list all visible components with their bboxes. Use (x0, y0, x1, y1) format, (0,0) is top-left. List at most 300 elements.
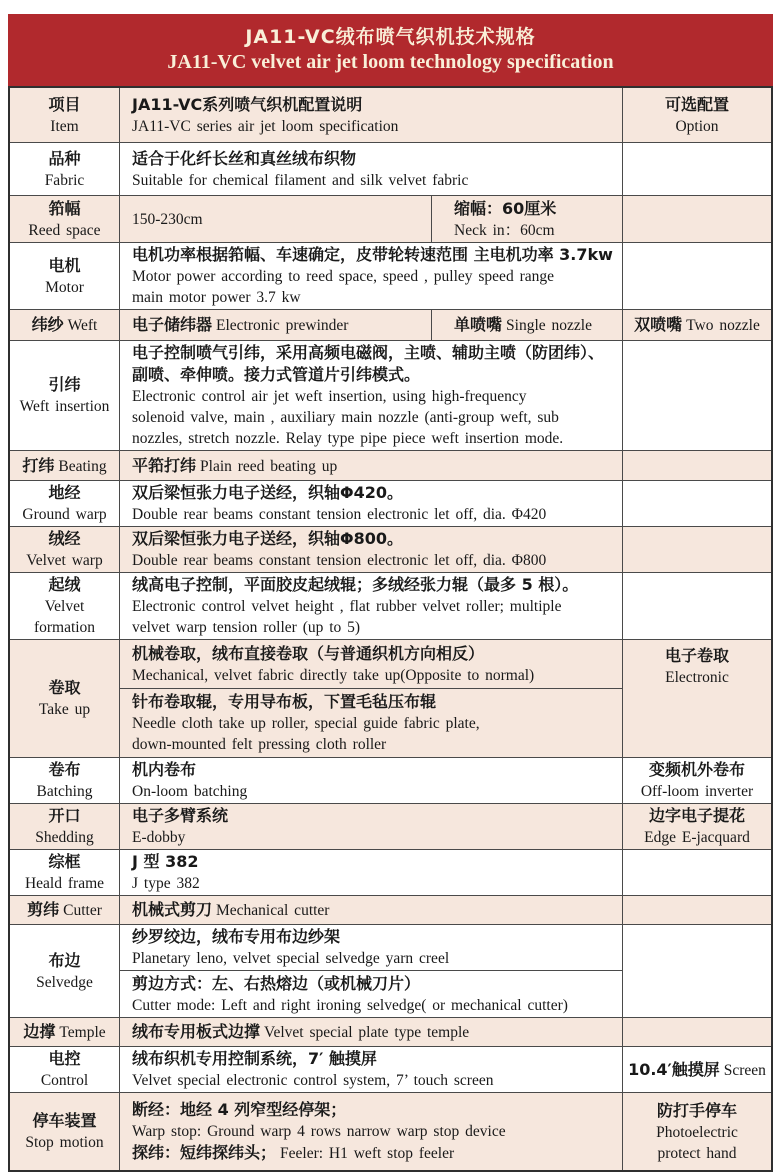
description-split-left (120, 196, 432, 242)
description-text (120, 341, 622, 450)
description-cell (120, 310, 623, 340)
en-text: Item (50, 117, 79, 135)
en-text: Planetary leno, velvet special selvedge yarn creel (132, 950, 450, 967)
description-text (120, 1018, 622, 1046)
description-cell (120, 640, 623, 757)
description-split-right (432, 196, 622, 242)
text-line (48, 950, 80, 972)
zh-text: 探纬：短纬探纬头； (132, 1143, 277, 1162)
description-cell (120, 88, 623, 142)
en-text: Cutter (63, 902, 102, 919)
text-line (20, 396, 110, 417)
en-text: Weft (67, 317, 98, 334)
en-text: E-dobby (132, 829, 186, 846)
zh-text: 卷布 (48, 760, 81, 779)
text-line (39, 699, 90, 720)
en-text: Selvedge (36, 973, 93, 991)
en-text: down-mounted felt pressing cloth roller (132, 736, 387, 753)
option-cell (623, 88, 771, 142)
text-line (35, 827, 94, 848)
text-line (649, 805, 745, 827)
en-text: Electronic prewinder (216, 317, 349, 334)
text-line (132, 428, 616, 449)
text-line (48, 805, 80, 827)
description-cell (120, 341, 623, 450)
zh-text: 绒布专用板式边撑 (132, 1022, 261, 1041)
text-line (132, 926, 616, 948)
zh-text: 适合于化纤长丝和真丝绒布织物 (132, 148, 357, 168)
en-text: main motor power 3.7 kw (132, 289, 301, 306)
text-line (132, 550, 616, 571)
option-cell (623, 896, 771, 924)
text-line (48, 374, 80, 396)
description-cell (120, 896, 623, 924)
zh-text: 剪边方式：左、右热熔边（或机械刀片） (132, 973, 421, 993)
text-line (36, 972, 93, 993)
en-text: Off-loom inverter (640, 783, 754, 800)
text-line (23, 1021, 105, 1043)
spec-table (8, 86, 773, 1172)
text-line (41, 1070, 88, 1091)
text-line (132, 973, 616, 995)
item-cell (10, 896, 120, 924)
text-line (132, 713, 616, 734)
text-line (454, 314, 616, 336)
text-line (22, 504, 106, 525)
text-line (132, 596, 616, 617)
text-line (132, 781, 616, 802)
text-line (45, 277, 84, 298)
en-text: Mechanical, velvet fabric directly take up(Opposite to normal) (132, 666, 535, 684)
text-line (132, 148, 616, 170)
zh-text: 起绒 (48, 575, 81, 594)
zh-text: 绒经 (48, 529, 81, 548)
item-cell (10, 1018, 120, 1046)
text-line (50, 116, 78, 137)
option-cell (623, 451, 771, 480)
text-line (132, 209, 425, 230)
option-cell (623, 310, 771, 340)
zh-text: 停车装置 (32, 1111, 97, 1130)
description-text (120, 88, 622, 142)
text-line (48, 677, 80, 699)
en-text: Photoelectric (656, 1123, 738, 1141)
text-line (132, 995, 616, 1016)
text-line (132, 314, 425, 336)
text-line (665, 645, 729, 667)
en-text: Neck in：60cm (454, 221, 555, 239)
text-line (48, 94, 80, 116)
description-text (120, 1093, 622, 1170)
zh-text: 地经 (48, 483, 81, 502)
option-cell (623, 341, 771, 450)
en-text: Motor power according to reed space, speed , pulley speed range (132, 268, 554, 285)
description-cell (120, 758, 623, 803)
zh-text: 10.4′触摸屏 (628, 1059, 720, 1079)
en-text: Edge E-jacquard (644, 829, 750, 846)
text-line (22, 455, 106, 477)
spec-row (10, 480, 771, 526)
description-cell (120, 1047, 623, 1092)
en-text: Fabric (44, 171, 85, 189)
zh-text: 绒高电子控制，平面胶皮起绒辊；多绒经张力辊（最多 5 根）。 (132, 575, 579, 594)
option-cell (623, 1093, 771, 1170)
en-text: nozzles, stretch nozzle. Relay type pipe piece weft insertion mode. (132, 430, 564, 447)
option-cell (623, 804, 771, 849)
zh-text: 双喷嘴 (634, 315, 683, 334)
text-line (45, 170, 85, 191)
text-line (132, 266, 616, 287)
spec-row (10, 450, 771, 480)
en-text: formation (33, 619, 96, 636)
text-line (132, 94, 616, 116)
description-cell (120, 481, 623, 526)
description-cell (120, 451, 623, 480)
spec-row (10, 1017, 771, 1046)
zh-text: 可选配置 (664, 94, 729, 114)
description-split (120, 310, 622, 340)
item-cell (10, 310, 120, 340)
item-cell (10, 804, 120, 849)
description-cell (120, 804, 623, 849)
text-line (132, 482, 616, 504)
text-line (454, 220, 616, 241)
zh-text: 针布卷取辊，专用导布板，下置毛毡压布辊 (132, 692, 437, 711)
text-line (28, 220, 100, 241)
en-text: Two nozzle (686, 317, 760, 334)
en-text: J type 382 (132, 875, 200, 892)
text-line (656, 1122, 738, 1143)
text-line (48, 574, 80, 596)
text-line (37, 781, 93, 802)
zh-text: 电机 (48, 255, 81, 275)
text-line (657, 1143, 736, 1164)
en-text: solenoid valve, main , auxiliary main nozzle (anti-group weft, sub (132, 409, 559, 426)
description-text (120, 758, 622, 803)
zh-text: 机械式剪刀 (132, 900, 213, 919)
text-line (634, 314, 760, 336)
zh-text: 打纬 (22, 455, 55, 475)
description-text (120, 451, 622, 480)
spec-page (8, 14, 773, 1172)
text-line (48, 482, 80, 504)
description-text (120, 896, 622, 924)
text-line (132, 504, 616, 525)
description-cell (120, 925, 623, 1017)
text-line (132, 386, 616, 407)
text-line (132, 1070, 616, 1091)
option-cell (623, 925, 771, 1017)
zh-text: 电机功率根据筘幅、车速确定，皮带轮转速范围 主电机功率 3.7kw (132, 245, 613, 264)
zh-text: 筘幅 (48, 198, 81, 218)
item-cell (10, 143, 120, 195)
en-text: Velvet special plate type temple (264, 1024, 470, 1041)
description-subrow (120, 925, 622, 971)
text-line (665, 94, 729, 116)
text-line (644, 827, 750, 848)
zh-text: 边撑 (23, 1022, 56, 1041)
description-stack (120, 925, 622, 1017)
spec-row (10, 803, 771, 849)
en-text: Batching (36, 783, 93, 800)
text-line (132, 873, 616, 894)
en-text: Reed space (28, 221, 101, 239)
text-line (25, 873, 104, 894)
en-text: Feeler: H1 weft stop feeler (280, 1145, 455, 1162)
spec-row (10, 309, 771, 340)
zh-text: 缩幅：60厘米 (454, 198, 557, 218)
text-line (132, 617, 616, 638)
description-text (120, 573, 622, 639)
description-text (120, 527, 622, 572)
text-line (132, 827, 616, 848)
text-line (132, 407, 616, 428)
zh-text: 综框 (48, 852, 81, 871)
spec-row (10, 242, 771, 309)
item-cell (10, 481, 120, 526)
en-text: Electronic (665, 669, 729, 686)
zh-text: 机械卷取，绒布直接卷取（与普通织机方向相反） (132, 643, 485, 663)
text-line (48, 255, 80, 277)
option-cell (623, 143, 771, 195)
zh-text: 纬纱 (31, 315, 64, 334)
text-line (132, 643, 616, 665)
spec-row (10, 1092, 771, 1170)
option-cell (623, 573, 771, 639)
text-line (675, 116, 718, 137)
description-subrow (120, 640, 622, 689)
zh-text: 项目 (48, 94, 81, 114)
text-line (132, 455, 616, 477)
zh-text: 绒布织机专用控制系统，7′ 触摸屏 (132, 1049, 377, 1068)
description-cell (120, 1018, 623, 1046)
text-line (48, 198, 80, 220)
description-cell (120, 196, 623, 242)
en-text: Ground warp (22, 506, 107, 523)
spec-row (10, 142, 771, 195)
en-text: Plain reed beating up (200, 457, 338, 475)
item-cell (10, 1093, 120, 1170)
zh-text: 平筘打纬 (132, 455, 197, 475)
text-line (26, 550, 102, 571)
zh-text: 电子卷取 (664, 646, 729, 665)
text-line (649, 759, 745, 781)
text-line (132, 528, 616, 550)
description-subrow (120, 971, 622, 1017)
text-line (132, 1048, 616, 1070)
spec-row (10, 757, 771, 803)
text-line (132, 665, 616, 686)
text-line (132, 244, 616, 266)
description-text (120, 243, 622, 309)
description-text (120, 850, 622, 895)
zh-text: 机内卷布 (132, 760, 197, 779)
spec-row (10, 195, 771, 242)
zh-text: 双后梁恒张力电子送经，织轴Φ800。 (132, 529, 404, 548)
zh-text: 电控 (48, 1049, 81, 1068)
description-cell (120, 1093, 623, 1170)
en-text: Heald frame (24, 875, 105, 892)
description-subrow (120, 689, 622, 757)
item-cell (10, 850, 120, 895)
spec-row (10, 526, 771, 572)
text-line (132, 364, 616, 386)
text-line (657, 1100, 737, 1122)
text-line (132, 170, 616, 191)
spec-row (10, 849, 771, 895)
page-title-en: JA11-VC velvet air jet loom technology specification (167, 51, 614, 73)
text-line (25, 1132, 103, 1153)
text-line (454, 198, 616, 220)
en-text: Velvet (44, 598, 85, 615)
text-line (628, 1059, 766, 1081)
option-cell (623, 243, 771, 309)
text-line (132, 691, 616, 713)
option-cell (623, 1047, 771, 1092)
zh-text: 副喷、牵伸喷。接力式管道片引纬模式。 (132, 365, 421, 384)
en-text: Stop motion (25, 1134, 104, 1151)
text-line (132, 734, 616, 755)
spec-header (8, 14, 773, 86)
text-line (48, 851, 80, 873)
en-text: Take up (38, 701, 91, 718)
text-line (132, 805, 616, 827)
en-text: protect hand (657, 1144, 737, 1162)
zh-text: 变频机外卷布 (648, 760, 745, 779)
text-line (48, 1048, 80, 1070)
en-text: JA11-VC series air jet loom specification (132, 117, 399, 135)
zh-text: 电子多臂系统 (132, 806, 229, 825)
en-text: Control (40, 1072, 89, 1089)
description-split-right (432, 310, 622, 340)
en-text: 150-230cm (132, 210, 203, 228)
text-line (132, 116, 616, 137)
description-stack (120, 640, 622, 757)
zh-text: 开口 (48, 806, 81, 825)
description-cell (120, 143, 623, 195)
text-line (132, 1142, 616, 1164)
spec-row (10, 924, 771, 1017)
option-cell (623, 196, 771, 242)
text-line (132, 1121, 616, 1142)
zh-text: 防打手停车 (656, 1100, 737, 1120)
en-text: Needle cloth take up roller, special guide fabric plate, (132, 715, 480, 732)
zh-text: 断经：地经 4 列窄型经停架； (132, 1100, 347, 1119)
en-text: Mechanical cutter (216, 902, 330, 919)
spec-row (10, 340, 771, 450)
text-line (32, 1110, 96, 1132)
text-line (132, 287, 616, 308)
en-text: Motor (45, 278, 84, 296)
spec-row (10, 1046, 771, 1092)
text-line (132, 574, 616, 596)
option-cell (623, 1018, 771, 1046)
en-text: On-loom batching (132, 783, 248, 800)
zh-text: 单喷嘴 (454, 315, 503, 334)
text-line (132, 851, 616, 873)
item-cell (10, 196, 120, 242)
en-text: Double rear beams constant tension electronic let off, dia. Φ800 (132, 552, 547, 569)
spec-row (10, 88, 771, 142)
description-cell (120, 243, 623, 309)
text-line (34, 617, 95, 638)
text-line (27, 899, 102, 921)
description-text (120, 804, 622, 849)
description-cell (120, 850, 623, 895)
description-text (120, 481, 622, 526)
text-line (32, 314, 98, 336)
en-text: Cutter mode: Left and right ironing selvedge( or mechanical cutter) (132, 996, 568, 1014)
en-text: Option (675, 117, 719, 135)
en-text: Double rear beams constant tension electronic let off, dia. Φ420 (132, 506, 547, 523)
option-cell (623, 850, 771, 895)
item-cell (10, 758, 120, 803)
description-split (120, 196, 622, 242)
description-text (120, 143, 622, 195)
zh-text: 纱罗绞边，绒布专用布边纱架 (132, 927, 341, 946)
text-line (132, 948, 616, 969)
description-text (120, 1047, 622, 1092)
en-text: Beating (58, 457, 107, 475)
text-line (45, 596, 85, 617)
spec-row (10, 639, 771, 757)
text-line (132, 759, 616, 781)
text-line (132, 1099, 616, 1121)
zh-text: 剪纬 (27, 900, 60, 919)
item-cell (10, 640, 120, 757)
en-text: Suitable for chemical filament and silk velvet fabric (132, 171, 469, 189)
description-cell (120, 573, 623, 639)
option-cell (623, 481, 771, 526)
option-cell (623, 640, 771, 757)
zh-text: 引纬 (48, 375, 81, 394)
text-line (665, 667, 729, 688)
zh-text: JA11-VC系列喷气织机配置说明 (132, 94, 363, 114)
page-title-zh: JA11-VC绒布喷气织机技术规格 (245, 26, 536, 48)
zh-text: 卷取 (48, 678, 81, 697)
item-cell (10, 527, 120, 572)
item-cell (10, 925, 120, 1017)
option-cell (623, 758, 771, 803)
text-line (132, 342, 616, 364)
description-split-left (120, 310, 432, 340)
en-text: velvet warp tension roller (up to 5) (132, 619, 361, 636)
en-text: Screen (723, 1061, 766, 1079)
zh-text: 电子控制喷气引纬，采用高频电磁阀，主喷、辅助主喷（防团纬）、 (132, 343, 605, 362)
zh-text: 边字电子提花 (648, 806, 745, 825)
item-cell (10, 341, 120, 450)
en-text: Electronic control air jet weft insertion, using high-frequency (132, 388, 527, 405)
item-cell (10, 451, 120, 480)
zh-text: J 型 382 (132, 852, 199, 871)
spec-row (10, 572, 771, 639)
text-line (48, 528, 80, 550)
zh-text: 布边 (48, 950, 81, 970)
description-cell (120, 527, 623, 572)
item-cell (10, 243, 120, 309)
text-line (132, 1021, 616, 1043)
en-text: Shedding (35, 829, 94, 846)
text-line (48, 759, 80, 781)
spec-row (10, 895, 771, 924)
text-line (132, 899, 616, 921)
item-cell (10, 1047, 120, 1092)
zh-text: 品种 (48, 148, 81, 168)
en-text: Warp stop: Ground warp 4 rows narrow warp stop device (132, 1123, 506, 1140)
zh-text: 双后梁恒张力电子送经，织轴Φ420。 (132, 483, 404, 502)
en-text: Single nozzle (506, 317, 592, 334)
zh-text: 电子储纬器 (132, 315, 213, 334)
